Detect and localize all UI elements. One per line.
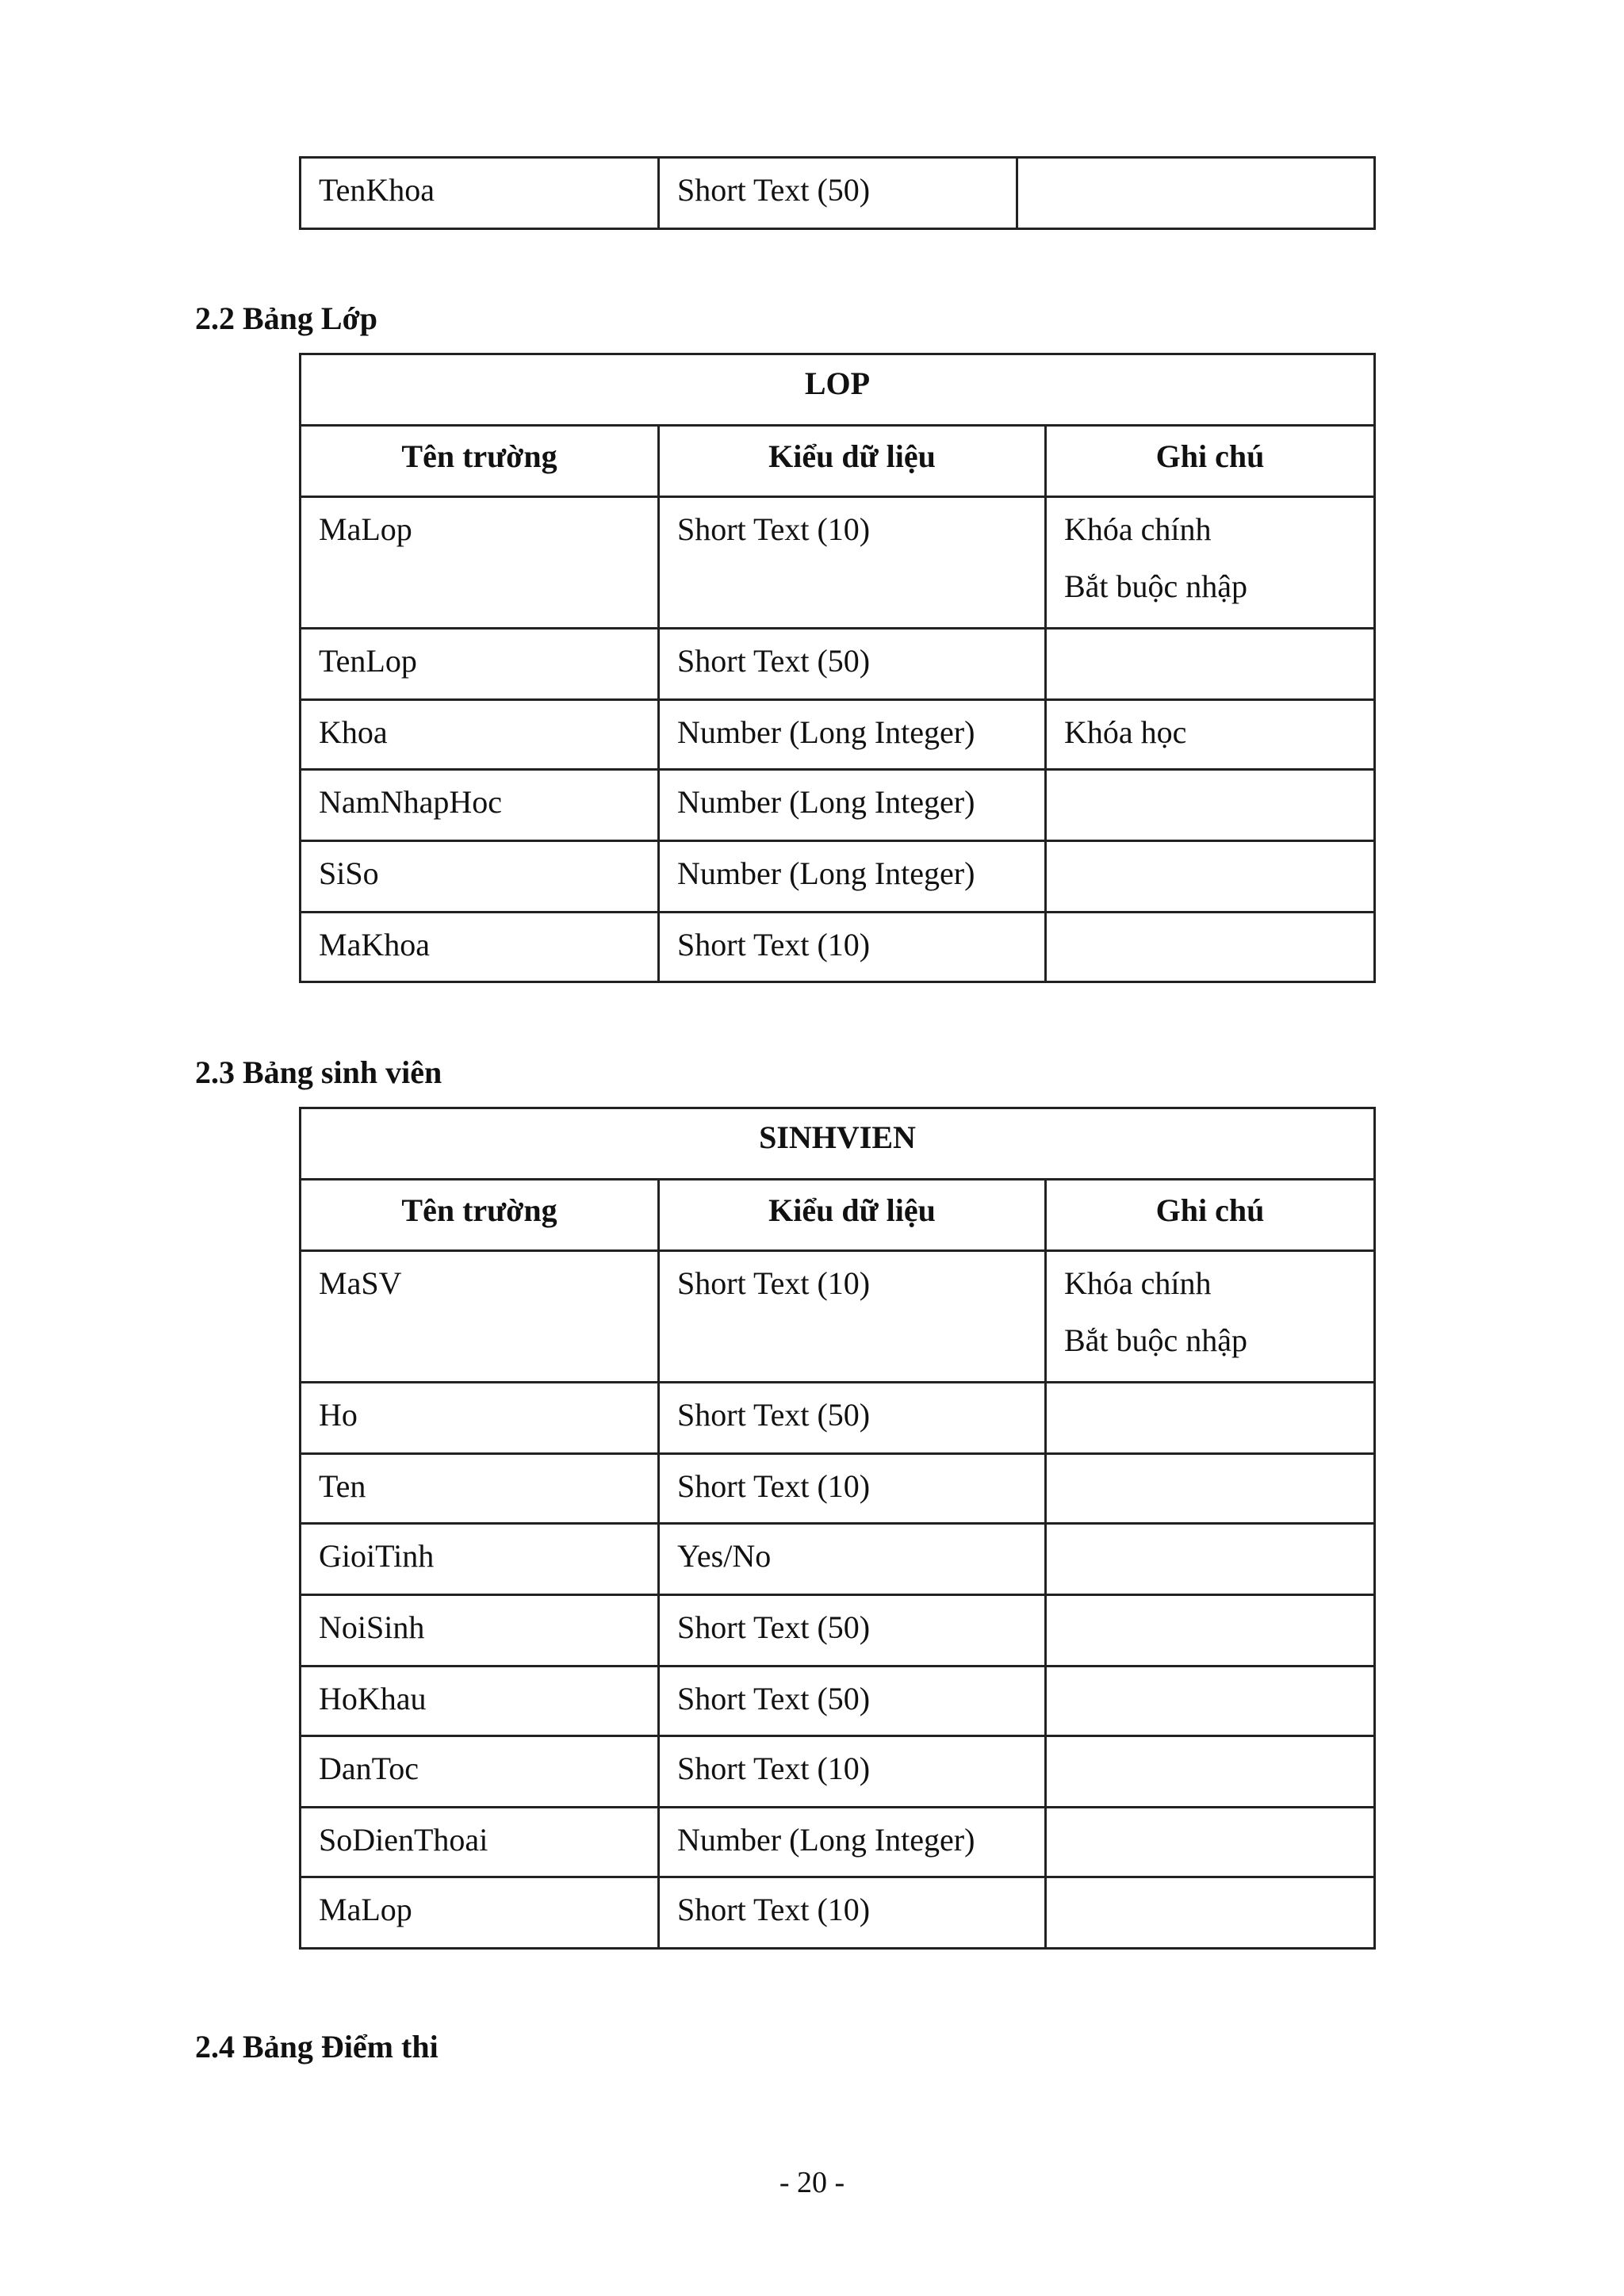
field-name-cell: MaLop [301, 1877, 659, 1949]
data-type-cell: Short Text (50) [659, 1383, 1046, 1454]
table-header-row [301, 426, 1375, 497]
note-cell: Khóa chính Bắt buộc nhập [1046, 497, 1375, 629]
note-cell [1046, 770, 1375, 841]
table-row [301, 629, 1375, 700]
data-type-cell: Short Text (10) [659, 1877, 1046, 1949]
note-cell [1046, 1383, 1375, 1454]
table-row [301, 1251, 1375, 1383]
column-header-note: Ghi chú [1046, 1180, 1375, 1251]
data-type-cell: Short Text (50) [659, 1667, 1046, 1736]
table-row [301, 700, 1375, 770]
table-title: LOP [301, 354, 1375, 426]
table-row [301, 1667, 1375, 1736]
data-type-cell: Number (Long Integer) [659, 1808, 1046, 1877]
table-row [301, 1383, 1375, 1454]
data-type-cell: Short Text (50) [659, 1595, 1046, 1667]
note-cell [1046, 629, 1375, 700]
note-cell [1046, 841, 1375, 913]
page-number: - 20 - [779, 2166, 845, 2199]
note-cell [1046, 1454, 1375, 1524]
table-title-row [301, 1108, 1375, 1180]
table-row [301, 770, 1375, 841]
column-header-note: Ghi chú [1046, 426, 1375, 497]
data-type-cell: Short Text (10) [659, 913, 1046, 982]
note-cell: Khóa chính Bắt buộc nhập [1046, 1251, 1375, 1383]
lop-table [299, 353, 1376, 983]
data-type-cell: Short Text (10) [659, 1454, 1046, 1524]
note-cell [1046, 1736, 1375, 1808]
data-type-cell: Short Text (50) [659, 629, 1046, 700]
note-cell [1046, 1524, 1375, 1595]
field-name-cell: Ho [301, 1383, 659, 1454]
field-name-cell: NoiSinh [301, 1595, 659, 1667]
field-name-cell: MaLop [301, 497, 659, 629]
section-heading-diemthi: 2.4 Bảng Điểm thi [195, 2029, 439, 2064]
table-row [301, 1595, 1375, 1667]
table-row [301, 1524, 1375, 1595]
column-header-type: Kiểu dữ liệu [659, 426, 1046, 497]
table-row [301, 158, 1375, 229]
column-header-field: Tên trường [301, 1180, 659, 1251]
khoa-table-tail [299, 156, 1376, 230]
note-cell [1046, 1667, 1375, 1736]
field-name-cell: Khoa [301, 700, 659, 770]
sinhvien-table [299, 1107, 1376, 1950]
table-title: SINHVIEN [301, 1108, 1375, 1180]
table-header-row [301, 1180, 1375, 1251]
note-cell: Khóa học [1046, 700, 1375, 770]
field-name-cell: TenKhoa [301, 158, 659, 229]
data-type-cell: Yes/No [659, 1524, 1046, 1595]
data-type-cell: Number (Long Integer) [659, 700, 1046, 770]
table-row [301, 497, 1375, 629]
field-name-cell: NamNhapHoc [301, 770, 659, 841]
field-name-cell: GioiTinh [301, 1524, 659, 1595]
field-name-cell: SiSo [301, 841, 659, 913]
data-type-cell: Short Text (10) [659, 497, 1046, 629]
section-heading-lop: 2.2 Bảng Lớp [195, 300, 377, 336]
data-type-cell: Short Text (10) [659, 1736, 1046, 1808]
note-cell [1046, 913, 1375, 982]
table-row [301, 913, 1375, 982]
field-name-cell: HoKhau [301, 1667, 659, 1736]
table-row [301, 841, 1375, 913]
table-title-row [301, 354, 1375, 426]
field-name-cell: TenLop [301, 629, 659, 700]
field-name-cell: MaKhoa [301, 913, 659, 982]
field-name-cell: Ten [301, 1454, 659, 1524]
table-row [301, 1454, 1375, 1524]
note-cell [1046, 1595, 1375, 1667]
note-cell [1046, 1877, 1375, 1949]
table-row [301, 1877, 1375, 1949]
field-name-cell: DanToc [301, 1736, 659, 1808]
field-name-cell: SoDienThoai [301, 1808, 659, 1877]
table-row [301, 1808, 1375, 1877]
section-heading-sinhvien: 2.3 Bảng sinh viên [195, 1054, 442, 1090]
column-header-field: Tên trường [301, 426, 659, 497]
data-type-cell: Short Text (50) [659, 158, 1017, 229]
data-type-cell: Number (Long Integer) [659, 841, 1046, 913]
table-row [301, 1736, 1375, 1808]
field-name-cell: MaSV [301, 1251, 659, 1383]
note-cell [1017, 158, 1375, 229]
column-header-type: Kiểu dữ liệu [659, 1180, 1046, 1251]
data-type-cell: Short Text (10) [659, 1251, 1046, 1383]
data-type-cell: Number (Long Integer) [659, 770, 1046, 841]
note-cell [1046, 1808, 1375, 1877]
